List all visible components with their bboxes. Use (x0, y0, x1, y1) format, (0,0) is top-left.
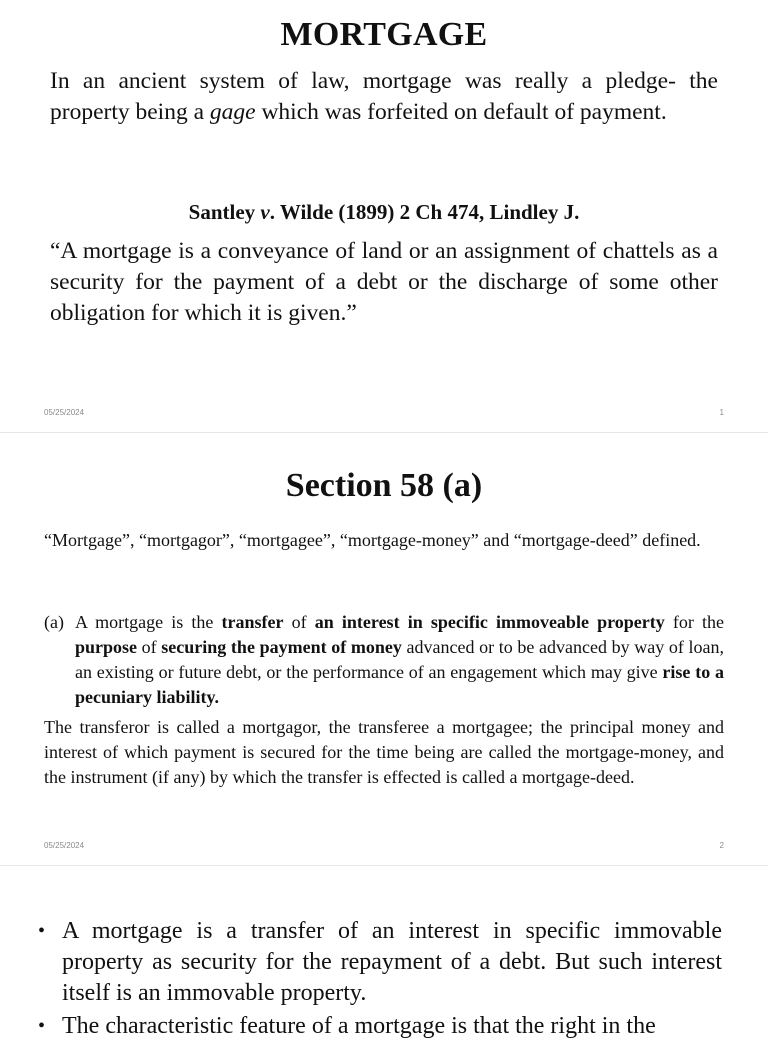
clause-label: (a) (44, 612, 64, 632)
clause-text (75, 610, 724, 710)
bullet-icon: • (38, 1015, 46, 1037)
clause-segment: of (137, 637, 162, 657)
citation-italic: v (260, 200, 270, 224)
bullet-text: The characteristic feature of a mortgage is that the right in the (62, 1013, 656, 1039)
clause-bold: an interest in specific immoveable property (314, 612, 665, 632)
page-number: 1 (719, 408, 724, 417)
clause-segment: of (283, 612, 315, 632)
definition-quote: “A mortgage is a conveyance of land or an assignment of chattels as a security for the payment of a debt or the discharge of some other obligation for which it is given.” (50, 238, 718, 326)
bullet-item (38, 1011, 722, 1042)
intro-text-end: which was forfeited on default of payment. (255, 99, 667, 125)
case-citation (0, 200, 768, 225)
citation-text: Santley (188, 200, 261, 224)
clause-bold: purpose (75, 637, 138, 657)
bullet-icon: • (38, 920, 46, 942)
slide-title: Section 58 (a) (285, 467, 483, 504)
intro-text: In an ancient system of law, mortgage was really a pledge- the property being a (50, 68, 718, 125)
bullet-item (38, 916, 722, 1009)
clause-a (44, 610, 724, 710)
slide-1 (0, 0, 768, 432)
clause-bold: securing the payment of money (161, 637, 402, 657)
clause-segment: for the (664, 612, 724, 632)
intro-italic-term: gage (209, 99, 256, 125)
bullet-text: A mortgage is a transfer of an interest in specific immovable property as security for the repayment of a debt. But such interest itself is an immovable property. (62, 918, 722, 1006)
definition-heading: “Mortgage”, “mortgagor”, “mortgagee”, “mortgage-money” and “mortgage-deed” defined. (44, 530, 701, 550)
page-number: 2 (719, 841, 724, 850)
footer-date: 05/25/2024 (44, 408, 85, 417)
citation-text-end: . Wilde (1899) 2 Ch 474, Lindley J. (269, 200, 580, 224)
bullet-list (38, 916, 722, 1044)
slide-title: MORTGAGE (280, 16, 488, 53)
clause-bold: rise to a pecuniary liability. (75, 662, 724, 707)
terms-paragraph: The transferor is called a mortgagor, the transferee a mortgagee; the principal money and interest of which payment is secured for the time being are called the mortgage-money, and the instrument (if any) by which the transfer is effected is called a mortgage-deed. (44, 717, 724, 787)
clause-segment: A mortgage is the (75, 612, 222, 632)
clause-segment: advanced or to be advanced by way of loan, an existing or future debt, or the performance of an engagement which may give (75, 637, 724, 682)
intro-paragraph (50, 66, 718, 128)
footer-date: 05/25/2024 (44, 841, 85, 850)
slide-2 (0, 433, 768, 865)
slide-3 (0, 866, 768, 1039)
clause-bold: transfer (221, 612, 284, 632)
